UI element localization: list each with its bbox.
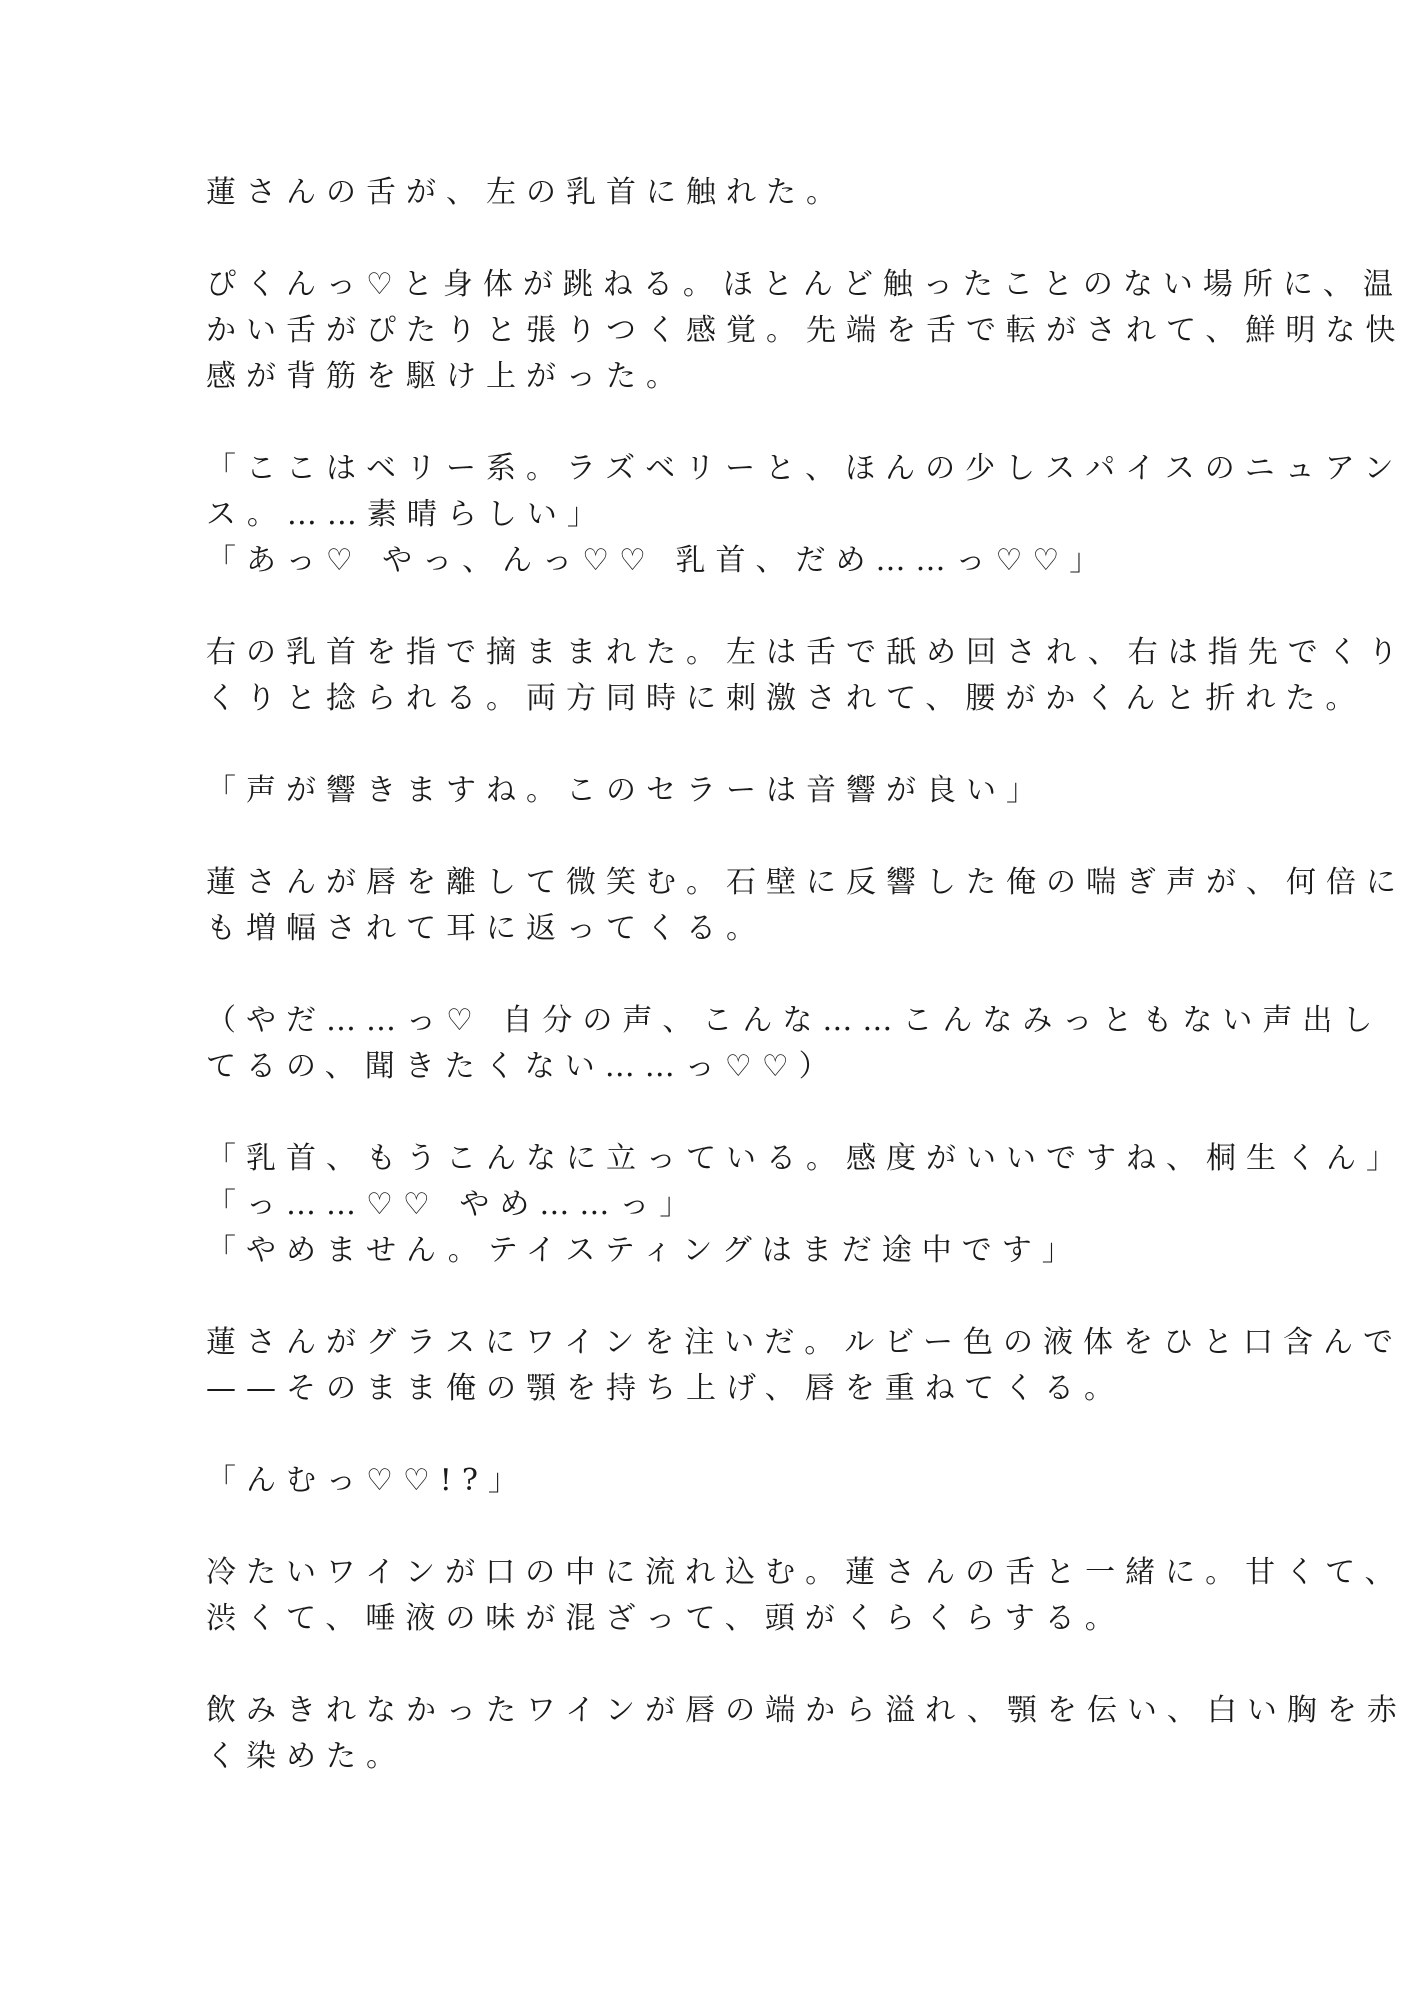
text-line: くりと捻られる。両方同時に刺激されて、腰がかくんと折れた。 xyxy=(206,681,1366,716)
text-line: 蓮さんがグラスにワインを注いだ。ルビー色の液体をひと口含んで xyxy=(206,1325,1403,1360)
paragraph xyxy=(206,1136,1406,1274)
paragraph xyxy=(206,446,1404,584)
text-line: ——そのまま俺の顎を持ち上げ、唇を重ねてくる。 xyxy=(206,1371,1125,1406)
text-line: 右の乳首を指で摘ままれた。左は舌で舐め回され、右は指先でくり xyxy=(206,635,1408,670)
text-line: 感が背筋を駆け上がった。 xyxy=(206,359,686,394)
paragraph xyxy=(206,1458,1206,1504)
paragraph xyxy=(206,262,1406,400)
text-line: 「んむっ♡♡!?」 xyxy=(206,1463,528,1498)
text-line: く染めた。 xyxy=(206,1739,406,1774)
text-line: 「あっ♡ やっ、んっ♡♡ 乳首、だめ……っ♡♡」 xyxy=(206,543,1110,578)
text-line: 飲みきれなかったワインが唇の端から溢れ、顎を伝い、白い胸を赤 xyxy=(206,1693,1407,1728)
text-line: 蓮さんが唇を離して微笑む。石壁に反響した俺の喘ぎ声が、何倍に xyxy=(206,865,1406,900)
text-line: てるの、聞きたくない……っ♡♡） xyxy=(206,1049,839,1084)
text-line: 「乳首、もうこんなに立っている。感度がいいですね、桐生くん」 xyxy=(206,1141,1406,1176)
text-line: （やだ……っ♡ 自分の声、こんな……こんなみっともない声出し xyxy=(206,1003,1383,1038)
paragraph xyxy=(206,1688,1407,1780)
paragraph xyxy=(206,860,1406,952)
paragraph xyxy=(206,998,1383,1090)
text-line: 渋くて、唾液の味が混ざって、頭がくらくらする。 xyxy=(206,1601,1125,1636)
text-line: 蓮さんの舌が、左の乳首に触れた。 xyxy=(206,175,846,210)
text-line: 「声が響きますね。このセラーは音響が良い」 xyxy=(206,773,1046,808)
text-line: 冷たいワインが口の中に流れ込む。蓮さんの舌と一緒に。甘くて、 xyxy=(206,1555,1405,1590)
text-line: 「っ……♡♡ やめ……っ」 xyxy=(206,1187,700,1222)
paragraph xyxy=(206,1550,1405,1642)
text-line: ぴくんっ♡と身体が跳ねる。ほとんど触ったことのない場所に、温 xyxy=(206,267,1403,302)
text-line: ス。……素晴らしい」 xyxy=(206,497,607,532)
document-page xyxy=(206,170,1408,1826)
text-line: かい舌がぴたりと張りつく感覚。先端を舌で転がされて、鮮明な快 xyxy=(206,313,1406,348)
text-line: も増幅されて耳に返ってくる。 xyxy=(206,911,766,946)
paragraph xyxy=(206,170,1206,216)
text-line: 「ここはベリー系。ラズベリーと、ほんの少しスパイスのニュアン xyxy=(206,451,1404,486)
paragraph xyxy=(206,630,1408,722)
paragraph xyxy=(206,768,1206,814)
paragraph xyxy=(206,1320,1403,1412)
text-line: 「やめません。テイスティングはまだ途中です」 xyxy=(206,1233,1082,1268)
